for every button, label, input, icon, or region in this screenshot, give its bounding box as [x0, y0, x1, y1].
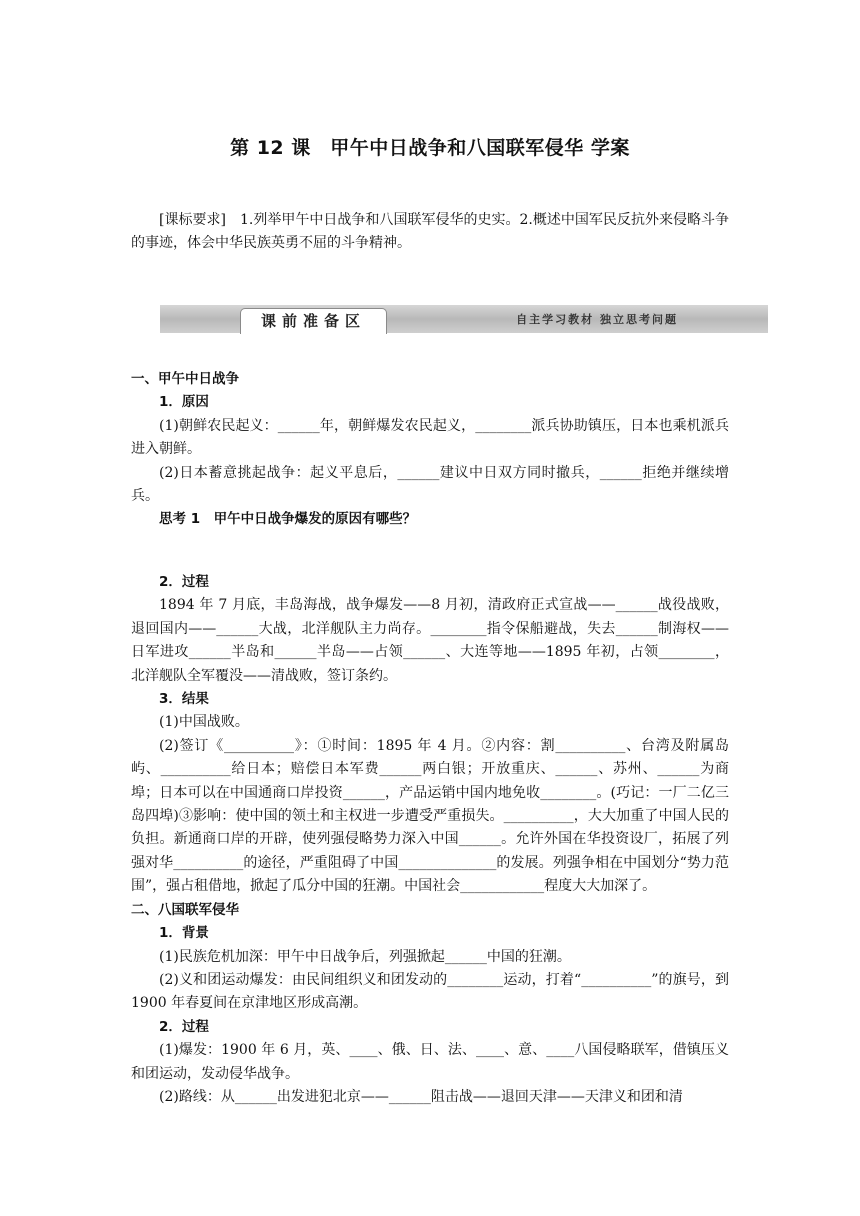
result-2: (2)签订《__________》：①时间：1895 年 4 月。②内容：割__________、台湾及附属岛屿、__________给日本；赔偿日本军费______两白银；开放重庆、______、苏州、______为商埠；日本可以在中国通商口岸投资______，产品运销中国内地免收________。(巧记：一厂二亿三岛四埠)③影响：使中国的领土和主权进一步遭受严重损失。__________，大大加重了中国人民的负担。新通商口岸的开辟，使列强侵略势力深入中国______。允许外国在华投资设厂，拓展了列强对华__________的途径，严重阻碍了中国______________的发展。列强争相在中国划分“势力范围”，强占租借地，掀起了瓜分中国的狂潮。中国社会____________程度大大加深了。: [131, 737, 729, 895]
process-heading: 2．过程: [159, 574, 209, 590]
section-1: [131, 368, 729, 532]
section-2-heading: 二、八国联军侵华: [131, 901, 239, 918]
page-title: 第 12 课 甲午中日战争和八国联军侵华 学案: [230, 137, 630, 159]
bg-1: (1)民族危机加深：甲午中日战争后，列强掀起______中国的狂潮。: [159, 948, 571, 965]
banner-tab: 课前准备区: [240, 308, 387, 334]
bg-heading: 1．背景: [159, 925, 209, 942]
cause-1: (1)朝鲜农民起义：______年，朝鲜爆发农民起义，________派兵协助镇压，日本也乘机派兵进入朝鲜。: [131, 417, 729, 458]
bg-2: (2)义和团运动爆发：由民间组织义和团发动的________运动，打着“__________”的旗号，到 1900 年春夏间在京津地区形成高潮。: [131, 971, 729, 1012]
result-heading: 3．结果: [159, 691, 209, 708]
cause-2: (2)日本蓄意挑起战争：起义平息后，______建议中日双方同时撤兵，______拒绝并继续增兵。: [131, 464, 729, 505]
process2-heading: 2．过程: [159, 1018, 209, 1035]
section-1-heading: 一、甲午中日战争: [131, 371, 239, 387]
process2-1: (1)爆发：1900 年 6 月，英、____、俄、日、法、____、意、____八国侵略联军，借镇压义和团运动，发动侵华战争。: [131, 1042, 729, 1082]
banner-subtitle: 自主学习教材 独立思考问题: [516, 313, 678, 326]
section-1-process: [131, 571, 729, 1109]
process2-2: (2)路线：从______出发进犯北京——______阻击战——退回天津——天津义和团和清: [159, 1088, 683, 1105]
think-1: 思考 1 甲午中日战争爆发的原因有哪些？: [159, 511, 417, 528]
process-text: 1894 年 7 月底，丰岛海战，战争爆发——8 月初，清政府正式宣战——______战役战败，退回国内——______大战，北洋舰队主力尚存。________指令保船避战，失去______制海权——日军进攻______半岛和______半岛——占领______、大连等地——1895 年初，占领________，北洋舰队全军覆没——清战败，签订条约。: [131, 597, 729, 684]
curriculum-requirement: [课标要求] 1.列举甲午中日战争和八国联军侵华的史实。2.概述中国军民反抗外来侵略斗争的事迹，体会中华民族英勇不屈的斗争精神。: [131, 212, 729, 251]
result-1: (1)中国战败。: [159, 714, 249, 731]
section-banner: [160, 305, 768, 333]
cause-heading: 1．原因: [159, 394, 209, 411]
